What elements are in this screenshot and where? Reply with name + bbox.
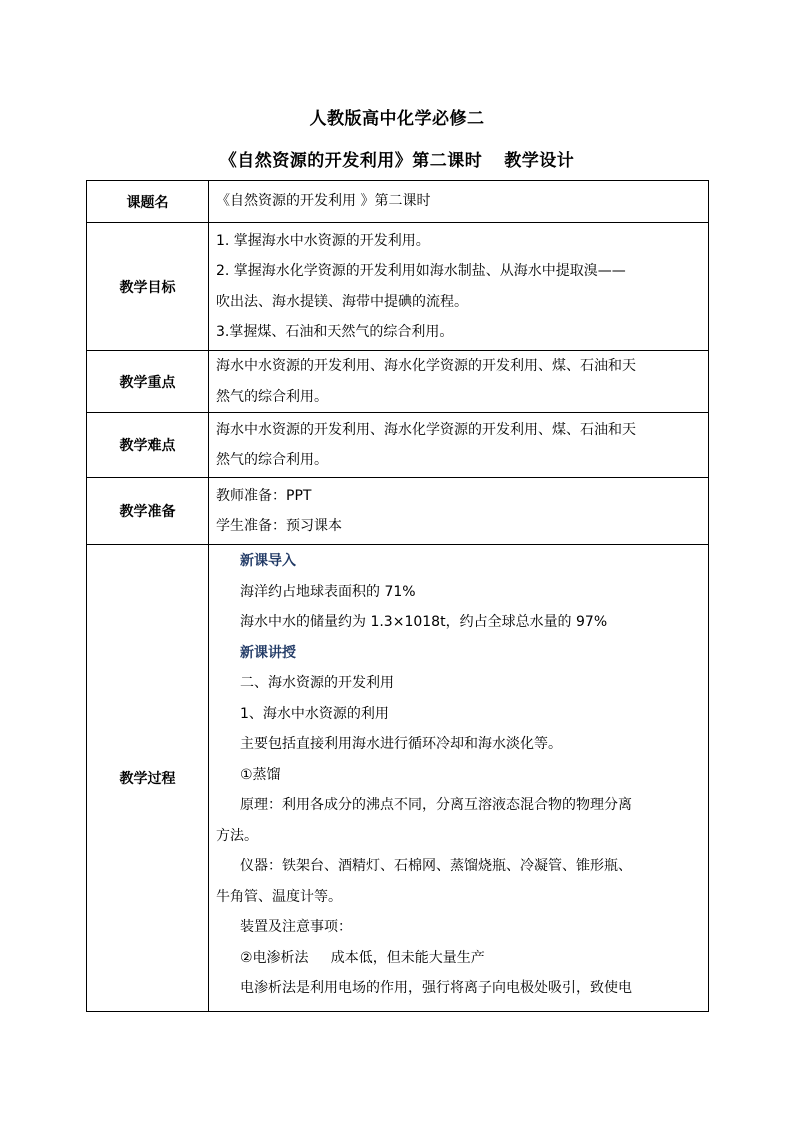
prep-line: 教师准备：PPT [216,487,312,504]
row-topic [87,181,709,223]
topic-text: 《自然资源的开发利用 》第二课时 [216,193,431,210]
process-line: 海水中水的储量约为 1.3×1018t，约占全球总水量的 97% [240,614,608,630]
label-key: 教学重点 [87,351,209,413]
process-line: 主要包括直接利用海水进行循环冷却和海水淡化等。 [240,736,562,752]
goal-line: 吹出法、海水提镁、海带中提碘的流程。 [216,293,468,310]
section-heading-intro: 新课导入 [240,553,296,569]
prep-line: 学生准备：预习课本 [216,518,342,534]
label-goals: 教学目标 [87,223,209,351]
value-difficult [209,413,709,478]
label-process: 教学过程 [87,545,209,1012]
goal-line: 1. 掌握海水中水资源的开发利用。 [216,232,430,249]
row-difficult [87,413,709,478]
label-prep: 教学准备 [87,478,209,545]
process-line: 电渗析法是利用电场的作用，强行将离子向电极处吸引，致使电 [240,980,632,996]
label-topic: 课题名 [87,181,209,223]
subtitle-design: 教学设计 [504,151,575,171]
process-line: 牛角管、温度计等。 [216,888,342,905]
difficult-line: 然气的综合利用。 [216,452,328,468]
document-subtitle [0,146,794,171]
section-heading-lecture: 新课讲授 [240,644,296,661]
document-title: 人教版高中化学必修二 [309,109,485,129]
value-key [209,351,709,413]
process-line: ①蒸馏 [240,766,281,783]
process-line: 二、海水资源的开发利用 [240,675,394,691]
goal-line: 3.掌握煤、石油和天然气的综合利用。 [216,324,454,340]
value-topic [209,181,709,223]
process-line: 方法。 [216,827,258,844]
row-process [87,545,709,1012]
difficult-line: 海水中水资源的开发利用、海水化学资源的开发利用、煤、石油和天 [216,421,636,438]
row-goals [87,223,709,351]
process-line: 1、海水中水资源的利用 [240,705,389,722]
value-process [209,545,709,1012]
process-line: ②电渗析法 成本低，但未能大量生产 [240,949,485,966]
value-prep [209,478,709,545]
goal-line: 2. 掌握海水化学资源的开发利用如海水制盐、从海水中提取溴—— [216,263,626,279]
lesson-plan-table [86,180,709,1012]
process-line: 装置及注意事项： [240,919,352,935]
row-prep [87,478,709,545]
key-line: 海水中水资源的开发利用、海水化学资源的开发利用、煤、石油和天 [216,358,636,374]
row-key [87,351,709,413]
value-goals [209,223,709,351]
process-line: 原理：利用各成分的沸点不同，分离互溶液态混合物的物理分离 [240,797,632,813]
key-line: 然气的综合利用。 [216,388,328,405]
subtitle-lesson: 《自然资源的开发利用》第二课时 [219,151,483,171]
process-line: 仪器：铁架台、酒精灯、石棉网、蒸馏烧瓶、冷凝管、锥形瓶、 [240,858,632,874]
label-difficult: 教学难点 [87,413,209,478]
process-line: 海洋约占地球表面积的 71% [240,583,416,600]
